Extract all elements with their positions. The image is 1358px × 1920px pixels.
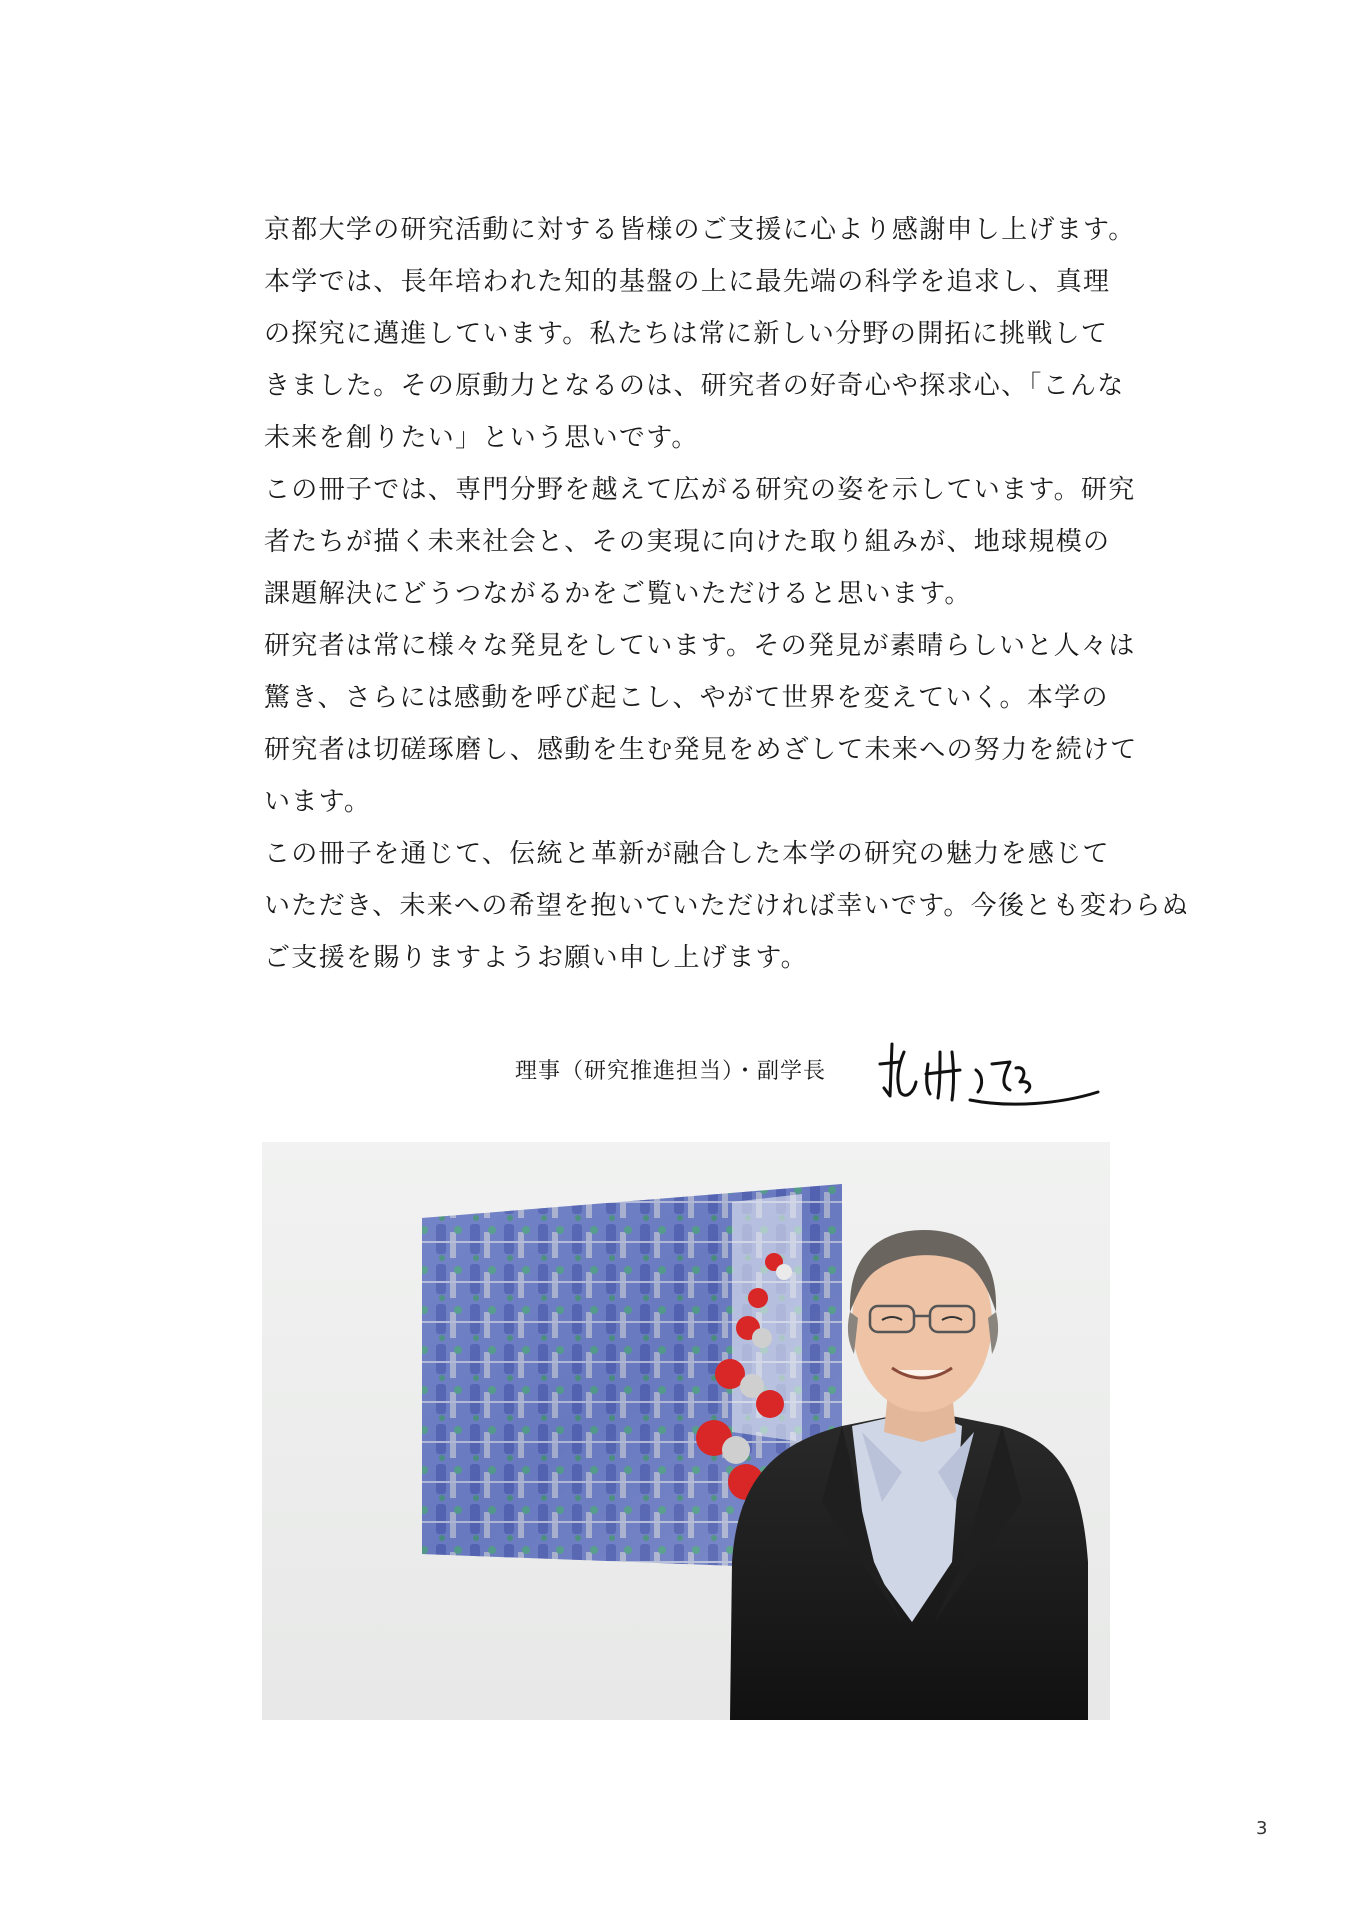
message-line: この冊子を通じて、伝統と革新が融合した本学の研究の魅力を感じて	[264, 839, 1110, 869]
message-line: きました。その原動力となるのは、研究者の好奇心や探求心、「こんな	[264, 371, 1125, 401]
message-line: ご支援を賜りますようお願い申し上げます。	[264, 943, 808, 973]
message-line: います。	[264, 787, 372, 817]
message-line: 京都大学の研究活動に対する皆様のご支援に心より感謝申し上げます。	[264, 215, 1136, 245]
portrait-illustration	[262, 1142, 1110, 1720]
message-line: の探究に邁進しています。私たちは常に新しい分野の開拓に挑戦して	[264, 319, 1109, 349]
page-number: 3	[1256, 1818, 1268, 1839]
message-line: 研究者は切磋琢磨し、感動を生む発見をめざして未来への努力を続けて	[264, 735, 1138, 765]
signatory-title: 理事（研究推進担当）・副学長	[514, 1059, 826, 1084]
message-line: 課題解決にどうつながるかをご覧いただけると思います。	[264, 579, 972, 609]
message-line: この冊子では、専門分野を越えて広がる研究の姿を示しています。研究	[264, 475, 1136, 505]
message-body	[264, 204, 1190, 984]
message-line: 本学では、長年培われた知的基盤の上に最先端の科学を追求し、真理	[264, 267, 1111, 297]
message-line: 驚き、さらには感動を呼び起こし、やがて世界を変えていく。本学の	[264, 683, 1109, 713]
message-line: 未来を創りたい」という思いです。	[264, 423, 699, 453]
message-line: いただき、未来への希望を抱いていただければ幸いです。今後とも変わらぬ	[264, 891, 1190, 921]
message-line: 研究者は常に様々な発見をしています。その発見が素晴らしいと人々は	[264, 631, 1136, 661]
portrait-photo	[262, 1142, 1110, 1720]
message-line: 者たちが描く未来社会と、その実現に向けた取り組みが、地球規模の	[264, 527, 1111, 557]
signature-block	[264, 1030, 1110, 1120]
handwritten-signature	[870, 1030, 1110, 1120]
